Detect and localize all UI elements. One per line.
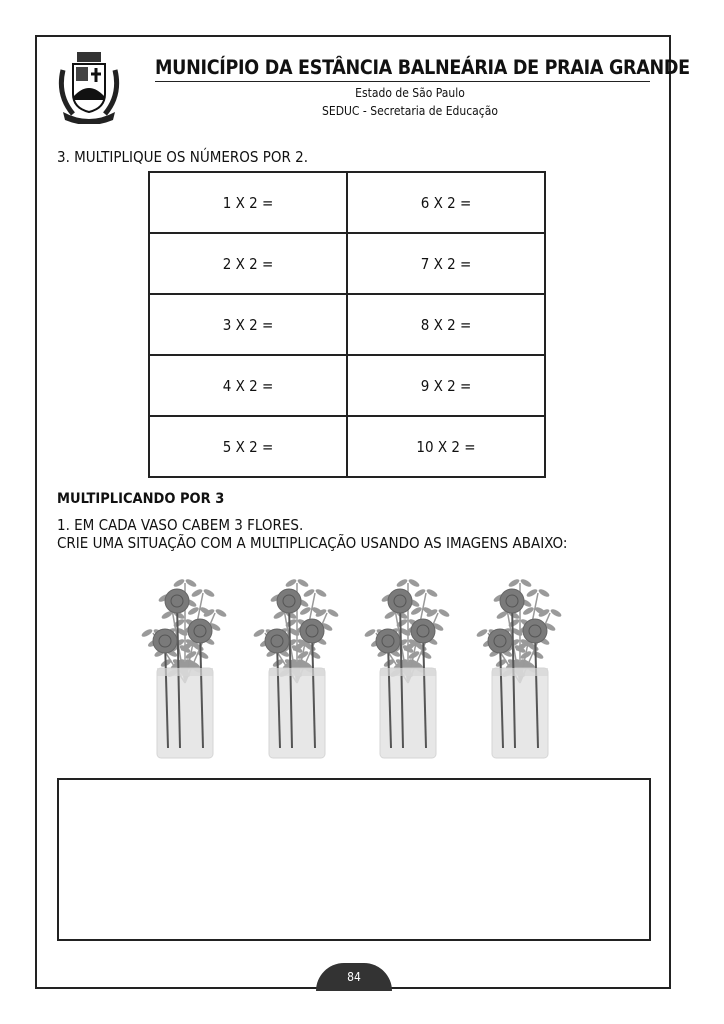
multiplication-cell: 8 X 2 = xyxy=(347,294,545,355)
multiplication-cell: 4 X 2 = xyxy=(149,355,347,416)
exercise-1-line-2: CRIE UMA SITUAÇÃO COM A MULTIPLICAÇÃO USANDO AS IMAGENS ABAIXO: xyxy=(57,534,568,552)
exercise-3-prompt: 3. MULTIPLIQUE OS NÚMEROS POR 2. xyxy=(57,148,309,166)
flower-vase-image xyxy=(358,573,458,763)
section-heading: MULTIPLICANDO POR 3 xyxy=(57,491,225,507)
table-row xyxy=(149,355,545,416)
multiplication-cell: 10 X 2 = xyxy=(347,416,545,477)
flower-vase-image xyxy=(470,573,570,763)
multiplication-cell: 9 X 2 = xyxy=(347,355,545,416)
state-name: Estado de São Paulo xyxy=(355,86,465,100)
municipality-title: MUNICÍPIO DA ESTÂNCIA BALNEÁRIA DE PRAIA GRANDE xyxy=(155,56,650,82)
multiplication-cell: 1 X 2 = xyxy=(149,172,347,233)
department-name: SEDUC - Secretaria de Educação xyxy=(322,104,498,118)
exercise-1-line-1: 1. EM CADA VASO CABEM 3 FLORES. xyxy=(57,516,304,534)
answer-box[interactable] xyxy=(57,778,651,941)
flower-vase-image xyxy=(247,573,347,763)
table-row xyxy=(149,233,545,294)
multiplication-table xyxy=(148,171,546,478)
multiplication-cell: 5 X 2 = xyxy=(149,416,347,477)
coat-of-arms-logo xyxy=(55,50,123,124)
flower-vase-image xyxy=(135,573,235,763)
table-row xyxy=(149,294,545,355)
multiplication-cell: 7 X 2 = xyxy=(347,233,545,294)
table-row xyxy=(149,172,545,233)
table-row xyxy=(149,416,545,477)
multiplication-cell: 6 X 2 = xyxy=(347,172,545,233)
multiplication-cell: 2 X 2 = xyxy=(149,233,347,294)
page-number: 84 xyxy=(316,963,392,991)
multiplication-cell: 3 X 2 = xyxy=(149,294,347,355)
